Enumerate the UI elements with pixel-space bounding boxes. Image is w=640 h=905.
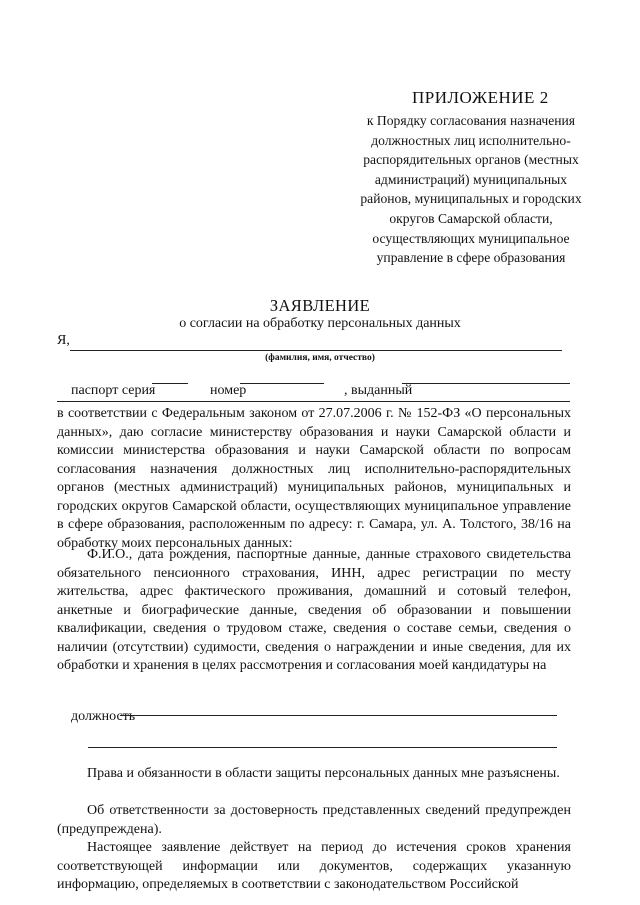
appendix-title: ПРИЛОЖЕНИЕ 2 [412,88,549,107]
document-subtitle: о согласии на обработку персональных данных [179,316,461,331]
appendix-line: округов Самарской области, [389,210,553,226]
validity-paragraph: Настоящее заявление действует на период до истечения сроков хранения соответствующей информации или документов, содержащих указанную информацию, определяемых в соответствии с законодательством Российской [57,840,571,892]
appendix-line: к Порядку согласования назначения [366,113,576,128]
position-row [57,693,135,741]
passport-series-field[interactable] [152,383,188,384]
issued-by-label: , выданный [344,383,413,398]
appendix-reference [336,111,606,268]
passport-series-label: паспорт серия [71,383,156,398]
appendix-line: должностных лиц исполнительно- [371,132,571,148]
position-field[interactable] [120,715,557,716]
consent-paragraph: в соответствии с Федеральным законом от 27.07.2006 г. № 152-ФЗ «О персональных данных», даю согласие министерству образования и науки Самарской области и комиссии министерства образования и науки Самарской области по вопросам согласования назначения должностных лиц исполнительно-распорядительных органов (местных администраций) муниципальных районов, муниципальных и городских округов Самарской области, осуществляющих муниципальное управление в сфере образования, расположенным по адресу: г. Самара, ул. А. Толстого, 38/16 на обработку моих персональных данных: [57,406,571,551]
fio-line[interactable] [70,350,562,351]
document-title: ЗАЯВЛЕНИЕ [269,296,371,315]
issued-by-field[interactable] [402,383,570,384]
rights-paragraph: Права и обязанности в области защиты персональных данных мне разъяснены. [87,766,560,781]
ya-label: Я, [57,333,70,348]
appendix-line: распорядительных органов (местных [363,152,579,168]
appendix-line: районов, муниципальных и городских [360,191,582,207]
passport-number-label: номер [210,383,247,398]
appendix-line: администраций) муниципальных [374,171,568,187]
position-field-continued[interactable] [88,747,557,748]
fio-hint: (фамилия, имя, отчество) [265,353,375,363]
position-label: должность [71,709,136,724]
appendix-line: управление в сфере образования [376,250,566,266]
personal-data-list-paragraph: Ф.И.О., дата рождения, паспортные данные, данные страхового свидетельства обязательного пенсионного страхования, ИНН, адрес регистрации по месту жительства, адрес фактического проживания, домашний и сотовый телефон, анкетные и биографические данные, сведения об образовании и повышении квалификации, сведения о трудовом стаже, сведения о составе семьи, сведения о наличии (отсутствии) судимости, сведения о награждении и иные сведения, для их обработки и хранения в целях рассмотрения и согласования моей кандидатуры на [57,547,571,673]
responsibility-paragraph: Об ответственности за достоверность представленных сведений предупрежден (предупреждена). [57,803,571,837]
passport-number-field[interactable] [240,383,324,384]
issued-by-field-continued[interactable] [57,401,570,402]
appendix-line: осуществляющих муниципальное [372,230,570,246]
